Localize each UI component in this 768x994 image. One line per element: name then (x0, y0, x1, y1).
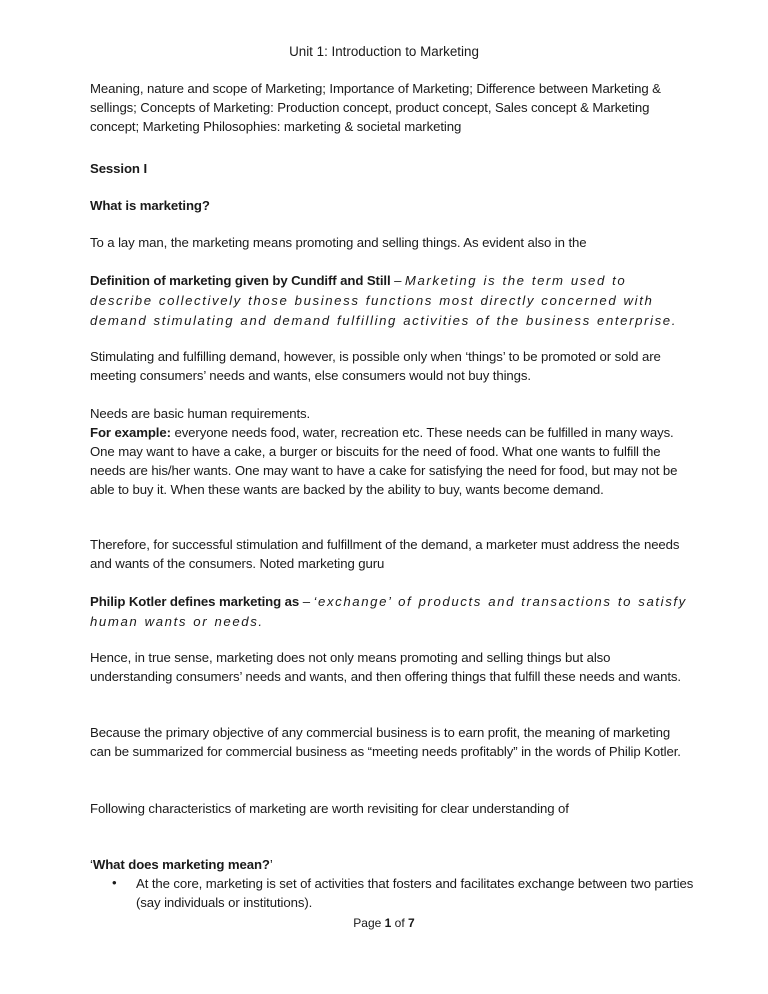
kotler-dash: – (299, 594, 314, 609)
definition-text: Marketing is the term used to describe collectively those business functions most directly concerned with demand stimulating and demand fulfilling activities of the business enterprise. (90, 273, 677, 328)
footer-current-page: 1 (384, 916, 392, 930)
footer-of: of (391, 916, 409, 930)
example-text: everyone needs food, water, recreation etc. These needs can be fulfilled in many ways. One may want to have a cake, a burger or biscuits for the need of food. What one wants to fulfill the needs are his/her wants. One may want to have a cake for satisfying the need for food, but may not be able to buy it. When these wants are backed by the ability to buy, wants become demand. (90, 425, 678, 497)
session-heading: Session I (90, 161, 148, 176)
quote-close: ’ (269, 857, 273, 872)
example-label: For example: (90, 425, 171, 440)
definition-dash: – (390, 273, 405, 288)
paragraph-therefore: Therefore, for successful stimulation and fulfillment of the demand, a marketer must address the needs and wants of the consumers. Noted marketing guru (90, 537, 680, 571)
subheading-marketing-mean (90, 855, 690, 874)
definition-label: Definition of marketing given by Cundiff and Still (90, 273, 391, 288)
quote-open: ‘ (90, 857, 93, 872)
needs-intro: Needs are basic human requirements. (90, 406, 311, 421)
syllabus-paragraph: Meaning, nature and scope of Marketing; Importance of Marketing; Difference between Marketing & sellings; Concepts of Marketing: Production concept, product concept, Sales concept & Marketing concept; Marketing Philosophies: marketing & societal marketing (90, 81, 661, 134)
footer-total-pages: 7 (408, 916, 415, 930)
paragraph-characteristics: Following characteristics of marketing are worth revisiting for clear understanding of (90, 801, 569, 816)
paragraph-needs (90, 404, 690, 499)
question-heading: What is marketing? (90, 198, 210, 213)
page-footer (0, 914, 768, 932)
paragraph-lay-man: To a lay man, the marketing means promoting and selling things. As evident also in the (90, 235, 587, 250)
kotler-text: ‘exchange’ of products and transactions to satisfy human wants or needs. (90, 594, 687, 629)
bullet-marker: • (112, 875, 117, 890)
footer-prefix: Page (353, 916, 385, 930)
paragraph-commercial: Because the primary objective of any commercial business is to earn profit, the meaning of marketing can be summarized for commercial business as “meeting needs profitably” in the words of Philip Kotler. (90, 725, 681, 759)
paragraph-stimulating-demand: Stimulating and fulfilling demand, however, is possible only when ‘things’ to be promoted or sold are meeting consumers’ needs and wants, else consumers would not buy things. (90, 349, 661, 383)
definition-kotler (90, 592, 690, 632)
paragraph-true-sense: Hence, in true sense, marketing does not only means promoting and selling things but also understanding consumers’ needs and wants, and then offering things that fulfill these needs and wants. (90, 650, 681, 684)
subheading-text: What does marketing mean? (92, 857, 270, 872)
bullet-text: At the core, marketing is set of activities that fosters and facilitates exchange between two parties (say individuals or institutions). (136, 876, 694, 910)
definition-cundiff-still (90, 271, 690, 331)
needs-example (90, 423, 690, 499)
page-title: Unit 1: Introduction to Marketing (289, 44, 479, 59)
kotler-label: Philip Kotler defines marketing as (90, 594, 300, 609)
